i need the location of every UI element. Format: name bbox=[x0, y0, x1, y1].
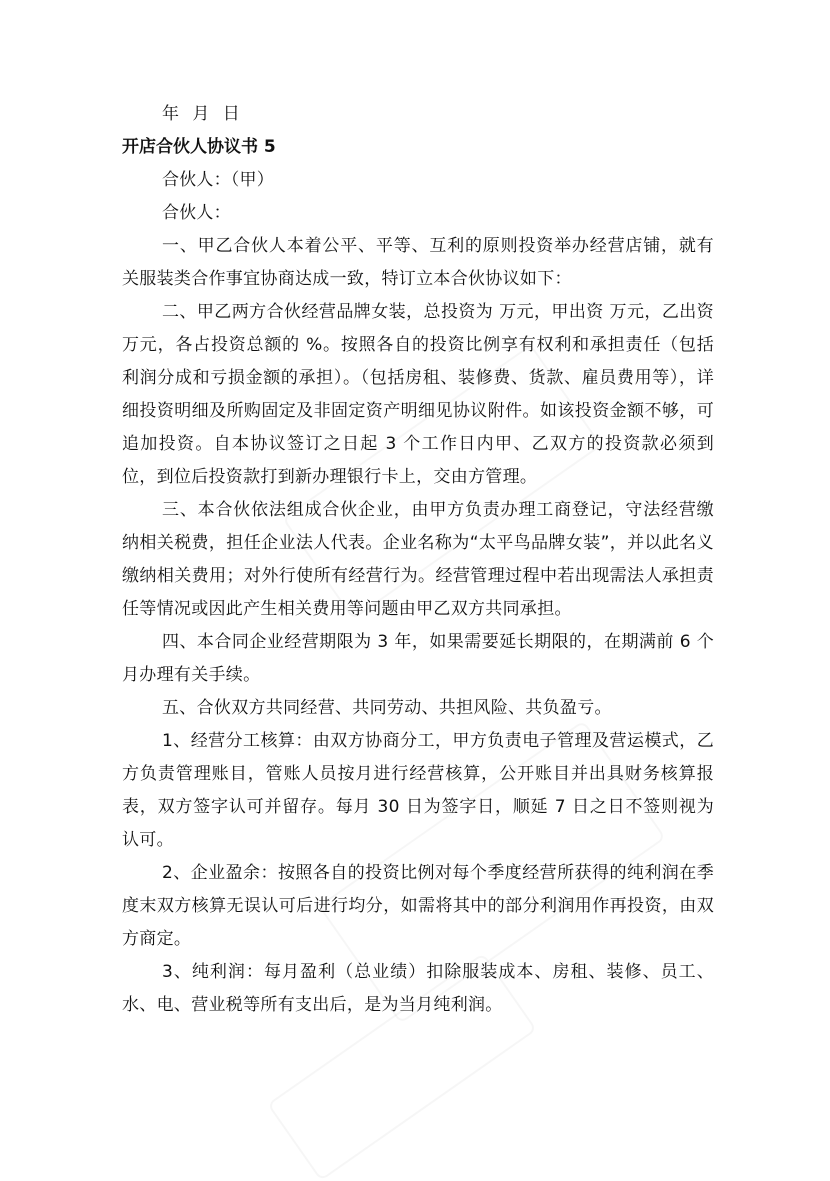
party-b-line: 合伙人： bbox=[162, 203, 231, 223]
clause-4: 四、本合同企业经营期限为 3 年，如果需要延长期限的，在期满前 6 个月办理有关手续。 bbox=[122, 632, 714, 685]
clause-1: 一、甲乙合伙人本着公平、平等、互利的原则投资举办经营店铺，就有关服装类合作事宜协商达成一致，特订立本合伙协议如下： bbox=[122, 236, 714, 289]
clause-2: 二、甲乙两方合伙经营品牌女装，总投资为 万元，甲出资 万元，乙出资 万元，各占投资总额的 %。按照各自的投资比例享有权利和承担责任（包括利润分成和亏损金额的承担）。（包括房租、装修费、货款、雇员费用等），详细投资明细及所购固定及非固定资产明细见协议附件。如该投资金额不够，可追加投资。自本协议签订之日起 3 个工作日内甲、乙双方的投资款必须到位，到位后投资款打到新办理银行卡上，交由方管理。 bbox=[122, 302, 714, 487]
date-line: 年 月 日 bbox=[162, 104, 244, 124]
clause-5-item-2: 2、企业盈余：按照各自的投资比例对每个季度经营所获得的纯利润在季度末双方核算无误认可后进行均分，如需将其中的部分利润用作再投资，由双方商定。 bbox=[122, 863, 714, 949]
clause-5: 五、合伙双方共同经营、共同劳动、共担风险、共负盈亏。 bbox=[162, 698, 612, 718]
document-title: 开店合伙人协议书 5 bbox=[122, 137, 276, 157]
clause-3: 三、本合伙依法组成合伙企业，由甲方负责办理工商登记，守法经营缴纳相关税费，担任企业法人代表。企业名称为“太平鸟品牌女装”，并以此名义缴纳相关费用；对外行使所有经营行为。经营管理过程中若出现需法人承担责任等情况或因此产生相关费用等问题由甲乙双方共同承担。 bbox=[122, 500, 714, 619]
clause-5-item-3: 3、纯利润：每月盈利（总业绩）扣除服装成本、房租、装修、员工、水、电、营业税等所有支出后，是为当月纯利润。 bbox=[122, 962, 714, 1015]
clause-5-item-1: 1、经营分工核算：由双方协商分工，甲方负责电子管理及营运模式，乙方负责管理账目，管账人员按月进行经营核算，公开账目并出具财务核算报表，双方签字认可并留存。每月 30 日为签字日，顺延 7 日之日不签则视为认可。 bbox=[122, 731, 714, 850]
document-content bbox=[122, 98, 714, 1022]
party-a-line: 合伙人：（甲） bbox=[162, 170, 274, 190]
